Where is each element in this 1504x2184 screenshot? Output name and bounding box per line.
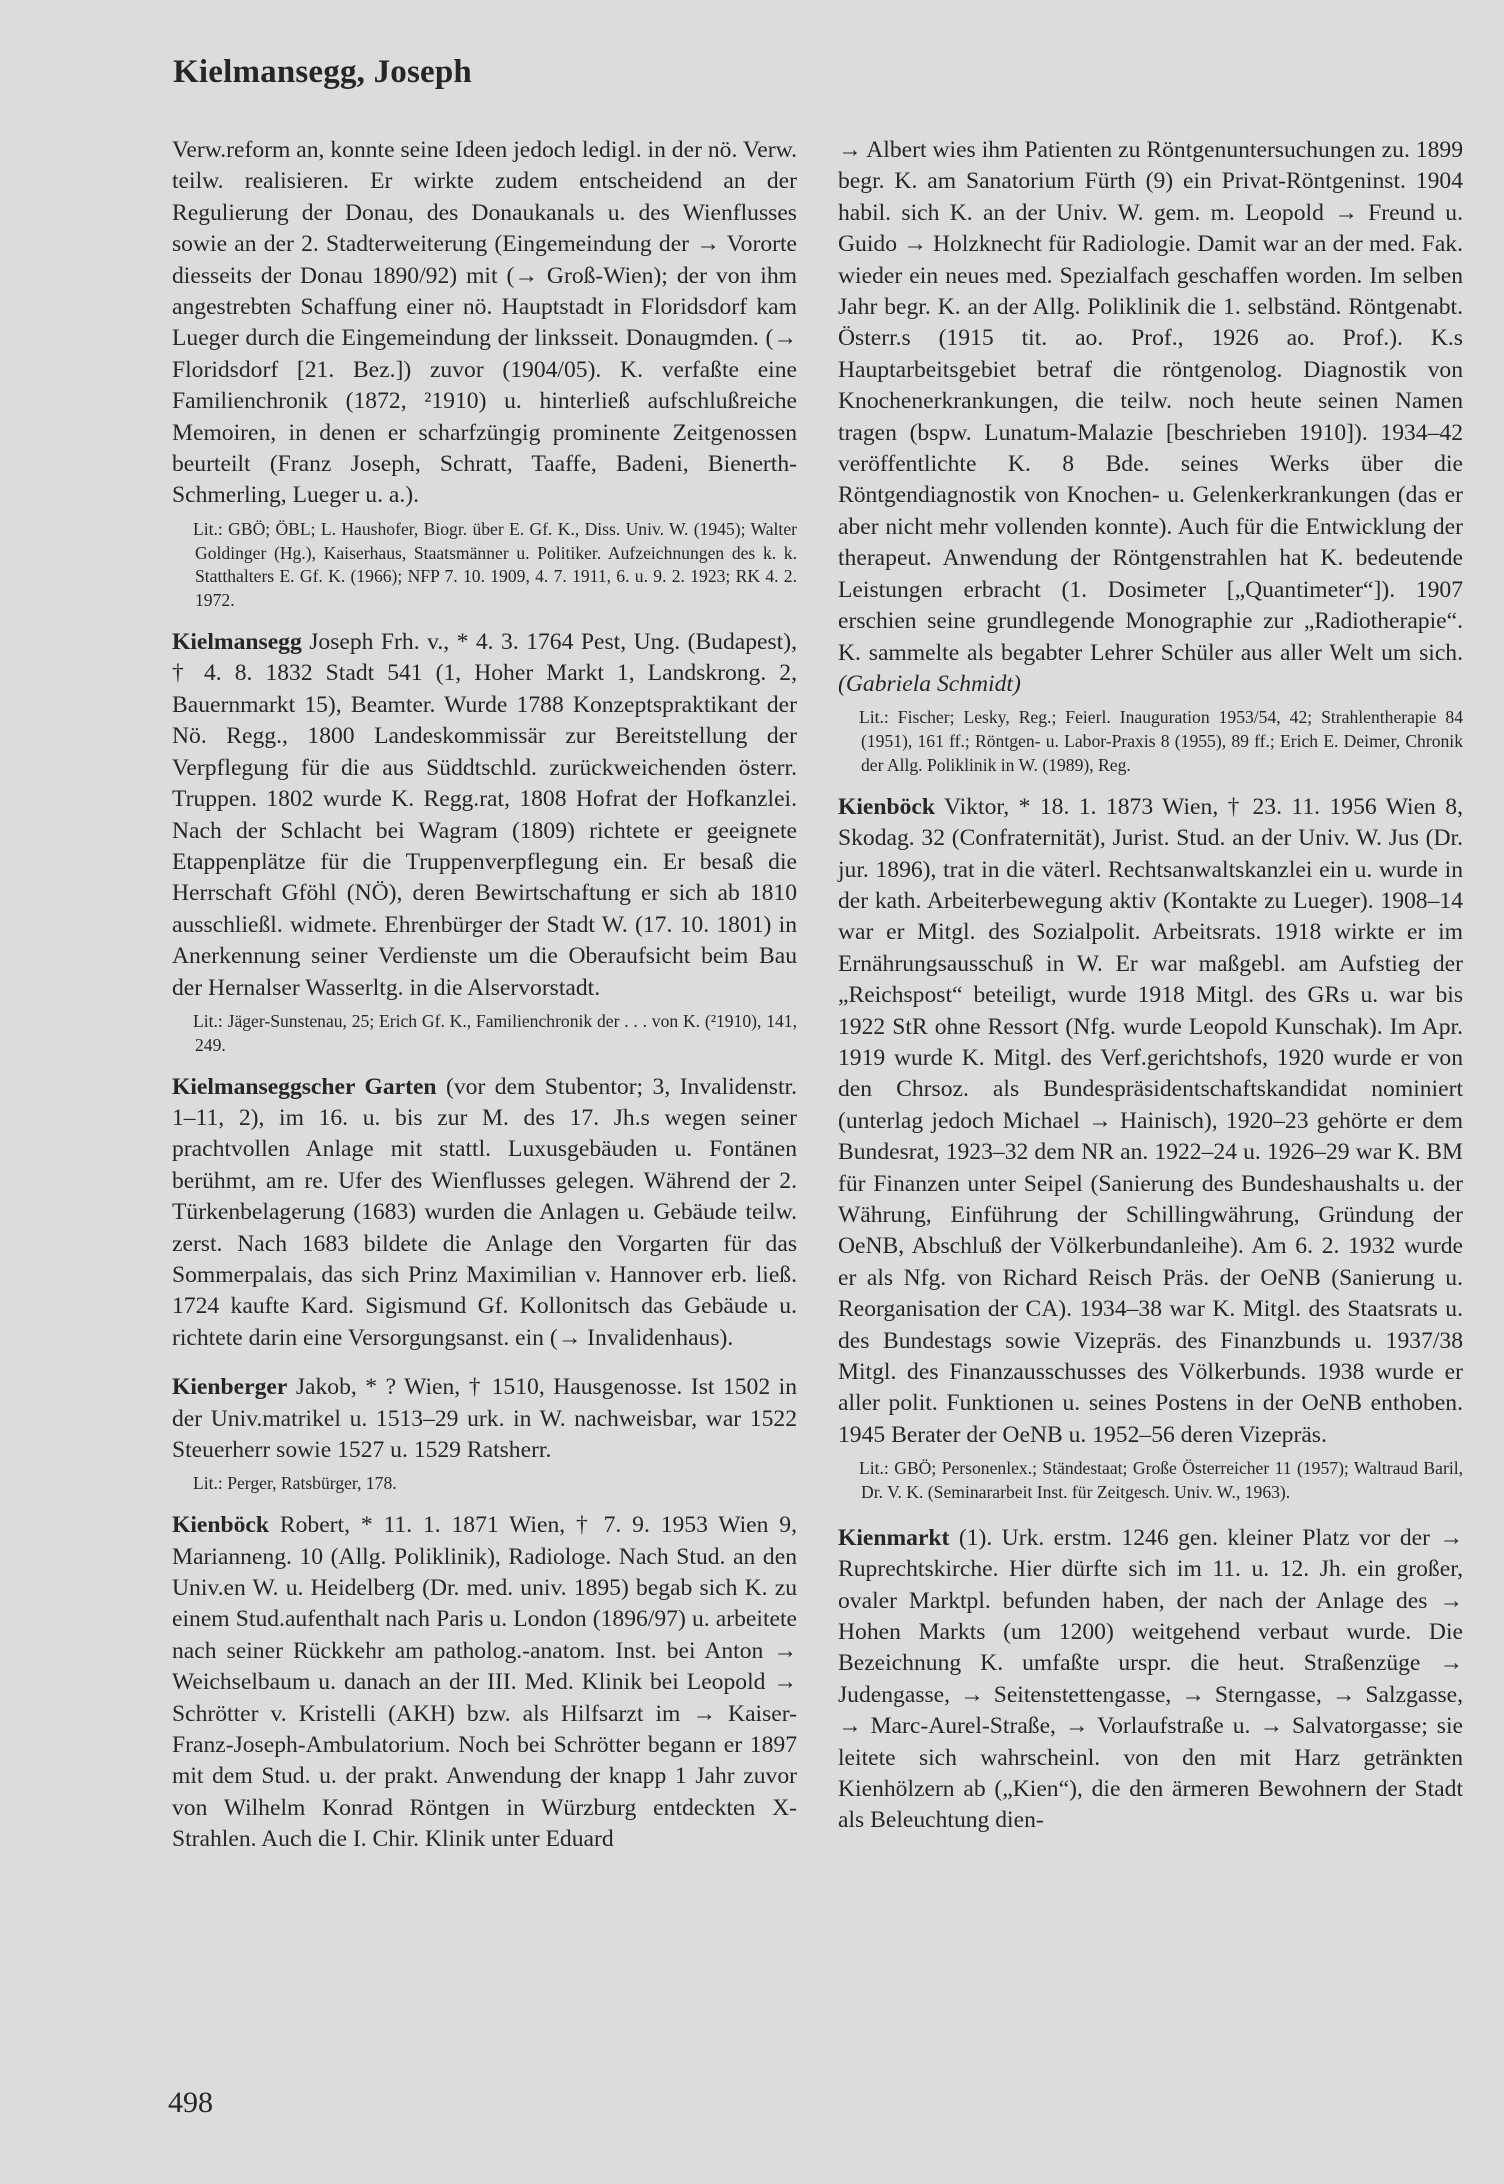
entry-continuation: Verw.reform an, konnte seine Ideen jedoch ledigl. in der nö. Verw. teilw. realisieren. Er wirkte zudem entscheidend an der Regulierung der Donau, des Donaukanals u. des Wienflusses sowie an der 2. Stadterweiterung (Eingemeindung der → Vororte diesseits der Donau 1890/92) mit (→ Groß-Wien); der von ihm angestrebten Schaffung einer nö. Hauptstadt in Floridsdorf kam Lueger durch die Eingemeindung der linksseit. Donaugmden. (→ Floridsdorf [21. Bez.]) zuvor (1904/05). K. verfaßte eine Familienchronik (1872, ²1910) u. hinterließ aufschlußreiche Memoiren, in denen er scharfzüngig prominente Zeitgenossen beurteilt (Franz Joseph, Schratt, Taaffe, Badeni, Bienerth-Schmerling, Lueger u. a.). xyxy=(172,137,797,509)
literature-note: Lit.: GBÖ; Personenlex.; Ständestaat; Große Österreicher 11 (1957); Waltraud Baril, Dr. V. K. (Seminararbeit Inst. für Zeitgesch. Univ. W., 1963). xyxy=(859,1458,1463,1503)
entry-text: Jakob, * ? Wien, † 1510, Hausgenosse. Ist 1502 in der Univ.matrikel u. 1513–29 urk. in W. nachweisbar, war 1522 Steuerherr sowie 1527 u. 1529 Ratsherr. xyxy=(172,1374,797,1463)
entry-kienberger xyxy=(172,1372,797,1466)
entry-text: Robert, * 11. 1. 1871 Wien, † 7. 9. 1953 Wien 9, Marianneng. 10 (Allg. Poliklinik), Radiologe. Nach Stud. an den Univ.en W. u. Heidelberg (Dr. med. univ. 1895) begab sich K. zu einem Stud.aufenthalt nach Paris u. London (1896/97) u. arbeitete nach seiner Rückkehr am patholog.-anatom. Inst. bei Anton → Weichselbaum u. danach an der III. Med. Klinik bei Leopold → Schrötter v. Kristelli (AKH) bzw. als Hilfsarzt im → Kaiser-Franz-Joseph-Ambulatorium. Noch bei Schrötter begann er 1897 mit dem Stud. u. der prakt. Anwendung der knapp 1 Jahr zuvor von Wilhelm Konrad Röntgen in Würzburg entdeckten X-Strahlen. Auch die I. Chir. Klinik unter Eduard xyxy=(172,1512,797,1853)
left-column xyxy=(172,135,797,1856)
entry-continuation xyxy=(838,135,1463,700)
running-head: Kielmansegg, Joseph xyxy=(173,54,472,90)
headword: Kielmansegg xyxy=(172,629,302,656)
entry-kienboeck-viktor xyxy=(838,792,1463,1452)
headword: Kienmarkt xyxy=(838,1524,950,1551)
headword: Kielmanseggscher Garten xyxy=(172,1073,437,1100)
entry-kielmanseggscher-garten xyxy=(172,1072,797,1355)
entry-text: Viktor, * 18. 1. 1873 Wien, † 23. 11. 1956 Wien 8, Skodag. 32 (Confraternität), Jurist. Stud. an der Univ. W. Jus (Dr. jur. 1896), trat in die väterl. Rechtsanwaltskanzlei ein u. wurde in der kath. Arbeiterbewegung aktiv (Kontakte zu Lueger). 1908–14 war er Mitgl. des Sozialpolit. Arbeitsrats. 1918 wirkte er im Ernährungsausschuß in W. Er war maßgebl. am Aufstieg der „Reichspost“ beteiligt, wurde 1918 Mitgl. des GRs u. war bis 1922 StR ohne Ressort (Nfg. wurde Leopold Kunschak). Im Apr. 1919 wurde K. Mitgl. des Verf.gerichtshofs, 1920 wurde er von den Chrsoz. als Bundespräsidentschaftskandidat nominiert (unterlag jedoch Michael → Hainisch), 1920–23 gehörte er dem Bundesrat, 1923–32 dem NR an. 1922–24 u. 1926–29 war K. BM für Finanzen unter Seipel (Sanierung des Bundeshaushalts u. der Währung, Einführung der Schillingwährung, Gründung der OeNB, Abschluß der Völkerbundanleihe). Am 6. 2. 1932 wurde er als Nfg. von Richard Reisch Präs. der OeNB (Sanierung u. Reorganisation der CA). 1934–38 war K. Mitgl. des Staatsrats u. des Bundestags sowie Vizepräs. des Finanzbunds u. 1937/38 Mitgl. des Finanzausschusses des Völkerbunds. 1938 wurde er aller polit. Funktionen u. seines Postens in der OeNB enthoben. 1945 Berater der OeNB u. 1952–56 deren Vizepräs. xyxy=(838,793,1463,1448)
entry-text: (1). Urk. erstm. 1246 gen. kleiner Platz vor der → Ruprechtskirche. Hier dürfte sich im 11. u. 12. Jh. ein großer, ovaler Marktpl. befunden haben, der nach der Anlage des → Hohen Markts (um 1200) weitgehend verbaut wurde. Die Bezeichnung K. umfaßte urspr. die heut. Straßenzüge → Judengasse, → Seitenstettengasse, → Sterngasse, → Salzgasse, → Marc-Aurel-Straße, → Vorlaufstraße u. → Salvatorgasse; sie leitete sich wahrscheinl. von den mit Harz getränkten Kienhölzern ab („Kien“), die den ärmeren Bewohnern der Stadt als Beleuchtung dien- xyxy=(838,1524,1463,1834)
headword: Kienböck xyxy=(172,1512,270,1539)
right-column xyxy=(838,135,1463,1837)
entry-kienboeck-robert xyxy=(172,1510,797,1855)
entry-kienmarkt xyxy=(838,1523,1463,1837)
page-number: 498 xyxy=(168,2086,213,2119)
headword: Kienböck xyxy=(838,793,936,820)
entry-text: (vor dem Stubentor; 3, Invalidenstr. 1–11, 2), im 16. u. bis zur M. des 17. Jh.s wegen seiner prachtvollen Anlage mit stattl. Luxusgebäuden u. Fontänen berühmt, am re. Ufer des Wienflusses gelegen. Während der 2. Türkenbelagerung (1683) wurden die Anlagen u. Gebäude teilw. zerst. Nach 1683 bildete die Anlage den Vorgarten für das Sommerpalais, das sich Prinz Maximilian v. Hannover erb. ließ. 1724 kaufte Kard. Sigismund Gf. Kollonitsch das Gebäude u. richtete darin eine Versorgungsanst. ein (→ Invalidenhaus). xyxy=(172,1073,797,1351)
literature-note: Lit.: Perger, Ratsbürger, 178. xyxy=(193,1473,397,1494)
entry-text: → Albert wies ihm Patienten zu Röntgenuntersuchungen zu. 1899 begr. K. am Sanatorium Fürth (9) ein Privat-Röntgeninst. 1904 habil. sich K. an der Univ. W. gem. m. Leopold → Freund u. Guido → Holzknecht für Radiologie. Damit war an der med. Fak. wieder ein neues med. Spezialfach geschaffen worden. Im selben Jahr begr. K. an der Allg. Poliklinik die 1. selbständ. Röntgenabt. Österr.s (1915 tit. ao. Prof., 1926 ao. Prof.). K.s Hauptarbeitsgebiet betraf die röntgenolog. Diagnostik von Knochenerkrankungen, die teilw. noch heute seinen Namen tragen (bspw. Lunatum-Malazie [beschrieben 1910]). 1934–42 veröffentlichte K. 8 Bde. seines Werks über die Röntgendiagnostik von Knochen- u. Gelenkerkrankungen (das er aber nicht mehr vollenden konnte). Auch für die Entwicklung der therapeut. Anwendung der Röntgenstrahlen hat K. bedeutende Leistungen erbracht (1. Dosimeter [„Quantimeter“]). 1907 erschien seine grundlegende Monographie zur „Radiotherapie“. K. sammelte als begabter Lehrer Schüler aus aller Welt um sich. xyxy=(838,137,1463,666)
author-signature: (Gabriela Schmidt) xyxy=(838,670,1021,697)
entry-kielmansegg-joseph xyxy=(172,627,797,1004)
headword: Kienberger xyxy=(172,1374,288,1401)
literature-note: Lit.: GBÖ; ÖBL; L. Haushofer, Biogr. über E. Gf. K., Diss. Univ. W. (1945); Walter Goldinger (Hg.), Kaiserhaus, Staatsmänner u. Politiker. Aufzeichnungen des k. k. Statthalters E. Gf. K. (1966); NFP 7. 10. 1909, 4. 7. 1911, 6. u. 9. 2. 1923; RK 4. 2. 1972. xyxy=(193,518,797,611)
literature-note: Lit.: Fischer; Lesky, Reg.; Feierl. Inauguration 1953/54, 42; Strahlentherapie 84 (1951), 161 ff.; Röntgen- u. Labor-Praxis 8 (1955), 89 ff.; Erich E. Deimer, Chronik der Allg. Poliklinik in W. (1989), Reg. xyxy=(859,707,1463,775)
literature-note: Lit.: Jäger-Sunstenau, 25; Erich Gf. K., Familienchronik der . . . von K. (²1910), 141, 249. xyxy=(193,1010,797,1055)
entry-text: Joseph Frh. v., * 4. 3. 1764 Pest, Ung. (Budapest), † 4. 8. 1832 Stadt 541 (1, Hoher Markt 1, Landskrong. 2, Bauernmarkt 15), Beamter. Wurde 1788 Konzeptspraktikant der Nö. Regg., 1800 Landeskommissär zur Bereitstellung der Verpflegung für die aus Süddtschld. zurückweichenden österr. Truppen. 1802 wurde K. Regg.rat, 1808 Hofrat der Hofkanzlei. Nach der Schlacht bei Wagram (1809) richtete er geeignete Etappenplätze für die Truppenverpflegung ein. Er besaß die Herrschaft Gföhl (NÖ), deren Bewirtschaftung er sich ab 1810 ausschließl. widmete. Ehrenbürger der Stadt W. (17. 10. 1801) in Anerkennung seiner Verdienste um die Oberaufsicht beim Bau der Hernalser Wasserltg. in die Alservorstadt. xyxy=(172,629,797,1001)
